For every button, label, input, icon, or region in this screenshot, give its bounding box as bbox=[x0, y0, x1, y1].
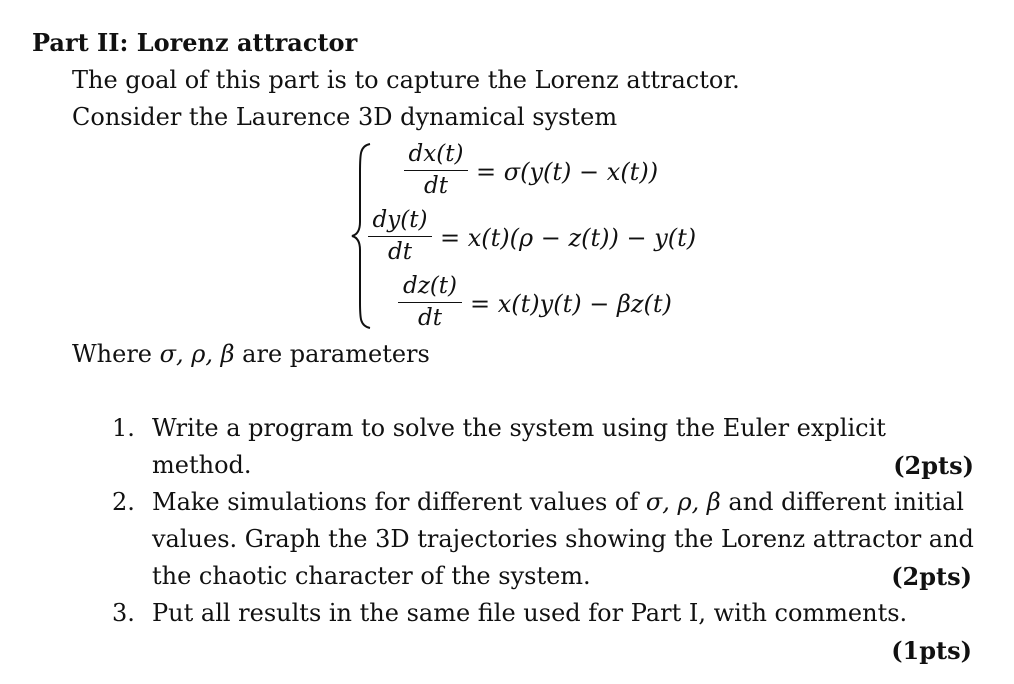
task-2-number: 2. bbox=[112, 488, 135, 516]
where-prefix: Where bbox=[72, 340, 160, 368]
task-1-number: 1. bbox=[112, 414, 135, 442]
equation-1-rhs: = σ(y(t) − x(t)) bbox=[476, 158, 659, 186]
task-1-line-1: Write a program to solve the system using the Euler explicit bbox=[152, 414, 886, 442]
task-2-line-1 bbox=[152, 488, 964, 516]
equation-2-numerator: dy(t) bbox=[372, 207, 428, 233]
where-suffix: are parameters bbox=[234, 340, 430, 368]
equation-2-rhs: = x(t)(ρ − z(t)) − y(t) bbox=[440, 224, 697, 252]
part-title: Part II: Lorenz attractor bbox=[32, 28, 358, 57]
intro-line-1: The goal of this part is to capture the Lorenz attractor. bbox=[72, 66, 740, 94]
task-3-line-1: Put all results in the same file used for Part I, with comments. bbox=[152, 599, 908, 627]
task-1-line-2: method. bbox=[152, 451, 252, 479]
equation-3-numerator: dz(t) bbox=[402, 273, 458, 299]
equation-3-fraction bbox=[398, 272, 462, 332]
where-line bbox=[72, 340, 430, 368]
task-2-points: (2pts) bbox=[891, 562, 972, 591]
task-2-params: σ, ρ, β bbox=[645, 488, 721, 516]
equation-3-denominator: dt bbox=[418, 305, 442, 331]
task-2-line-1-suffix: and different initial bbox=[720, 488, 964, 516]
equation-2-denominator: dt bbox=[388, 239, 412, 265]
task-3-number: 3. bbox=[112, 599, 135, 627]
where-params: σ, ρ, β bbox=[159, 340, 235, 368]
equation-3-rhs: = x(t)y(t) − βz(t) bbox=[470, 290, 672, 318]
task-1-points: (2pts) bbox=[893, 451, 974, 480]
equation-1-fraction bbox=[404, 140, 468, 200]
equation-1-numerator: dx(t) bbox=[408, 141, 464, 167]
equation-2-fraction bbox=[368, 206, 432, 266]
task-3-points: (1pts) bbox=[891, 636, 972, 665]
task-2-line-3: the chaotic character of the system. bbox=[152, 562, 591, 590]
task-2-line-1-prefix: Make simulations for different values of bbox=[152, 488, 646, 516]
intro-line-2: Consider the Laurence 3D dynamical system bbox=[72, 103, 618, 131]
task-2-line-2: values. Graph the 3D trajectories showing the Lorenz attractor and bbox=[152, 525, 974, 553]
equation-1-denominator: dt bbox=[424, 173, 448, 199]
